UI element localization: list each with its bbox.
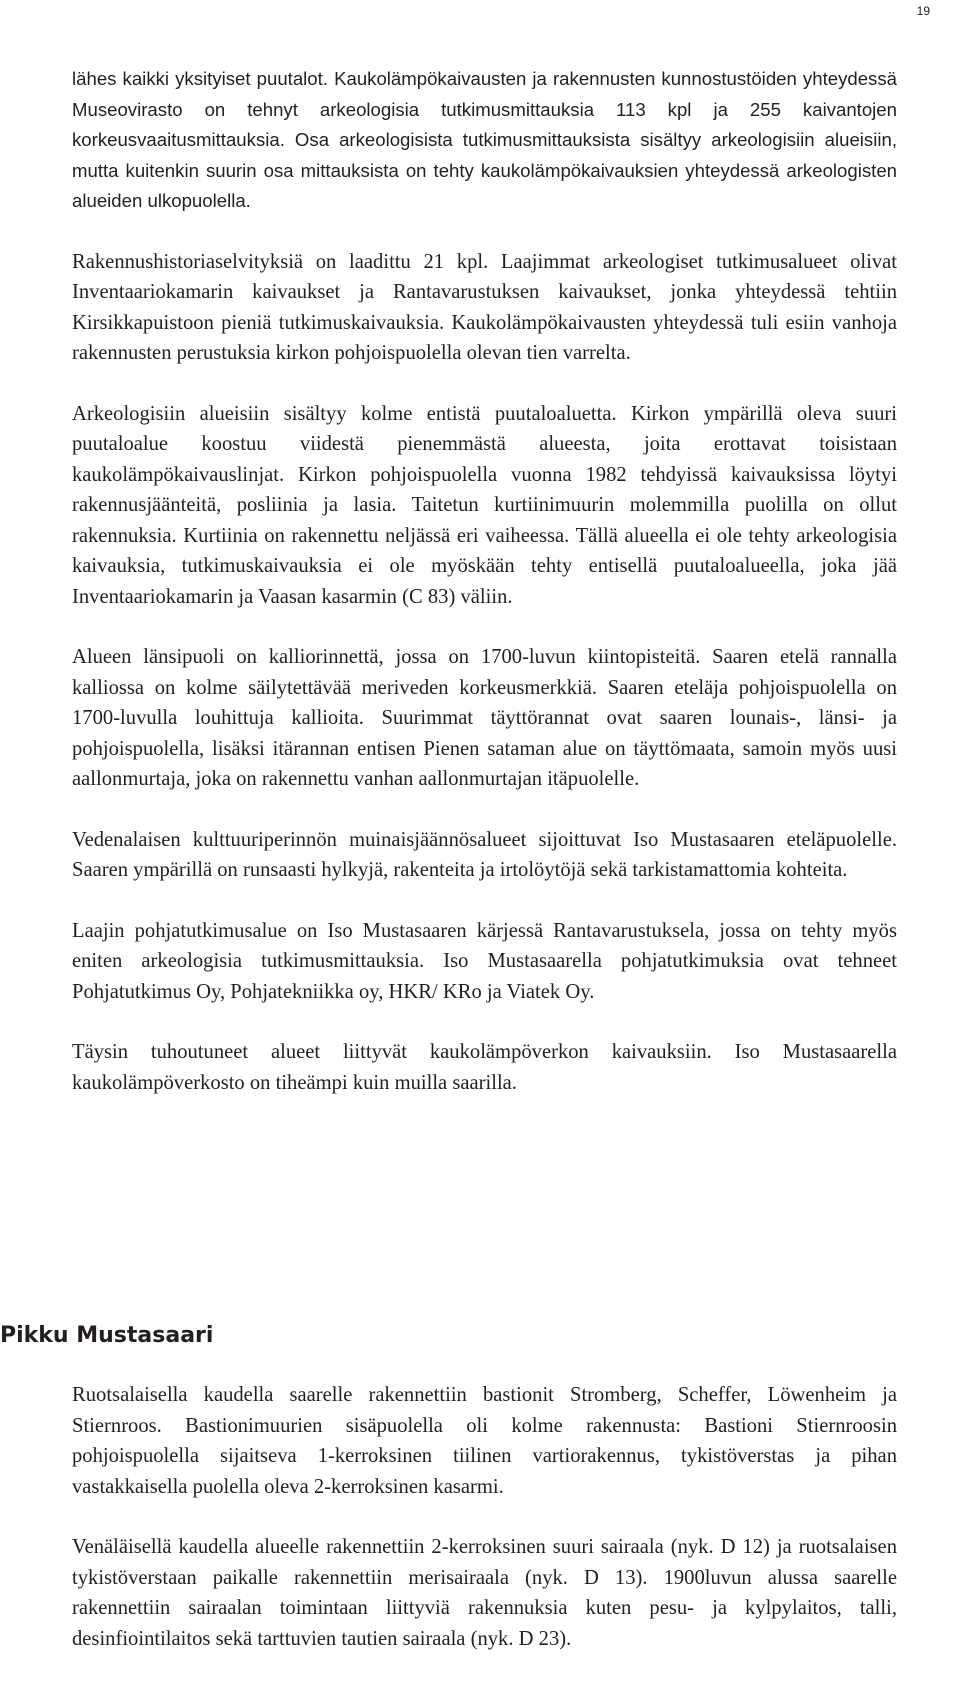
paragraph: Vedenalaisen kulttuuriperinnön muinaisjäännösalueet sijoittuvat Iso Mustasaaren eteläpuolelle. Saaren ympärillä on runsaasti hylkyjä, rakenteita ja irtolöytöjä sekä tarkistamattomia kohteita. bbox=[72, 828, 897, 881]
paragraph: Täysin tuhoutuneet alueet liittyvät kaukolämpöverkon kaivauksiin. Iso Mustasaarella kaukolämpöverkosto on tiheämpi kuin muilla saarilla. bbox=[72, 1041, 897, 1094]
section-heading: Pikku Mustasaari bbox=[0, 1323, 214, 1348]
paragraph: Rakennushistoriaselvityksiä on laadittu 21 kpl. Laajimmat arkeologiset tutkimusalueet olivat Inventaariokamarin kaivaukset ja Rantavarustuksen kaivaukset, jonka yhteydessä tehtiin Kirsikkapuistoon pieniä tutkimuskaivauksia. Kaukolämpökaivausten yhteydessä tuli esiin vanhoja rakennusten perustuksia kirkon pohjoispuolella olevan tien varrelta. bbox=[72, 250, 897, 364]
page-number: 19 bbox=[916, 4, 930, 18]
paragraph: Ruotsalaisella kaudella saarelle rakennettiin bastionit Stromberg, Scheffer, Löwenheim ja Stiernroos. Bastionimuurien sisäpuolella oli kolme rakennusta: Bastioni Stiernroosin pohjoispuolella sijaitseva 1-kerroksinen tiilinen vartiorakennus, tykistöverstas ja pihan vastakkaisella puolella oleva 2-kerroksinen kasarmi. bbox=[72, 1384, 897, 1498]
body-text bbox=[72, 64, 897, 1128]
section-body bbox=[72, 1380, 897, 1684]
paragraph: Alueen länsipuoli on kalliorinnettä, jossa on 1700-luvun kiintopisteitä. Saaren etelä rannalla kalliossa on kolme säilytettävää meriveden korkeusmerkkiä. Saaren eteläja pohjoispuolella on 1700-luvulla louhittuja kallioita. Suurimmat täyttörannat ovat saaren lounais-, länsi- ja pohjoispuolella, lisäksi itärannan entisen Pienen sataman alue on täyttömaata, samoin myös uusi aallonmurtaja, joka on rakennettu vanhan aallonmurtajan itäpuolelle. bbox=[72, 646, 897, 790]
paragraph: lähes kaikki yksityiset puutalot. Kaukolämpökaivausten ja rakennusten kunnostustöiden yhteydessä Museovirasto on tehnyt arkeologisia tutkimusmittauksia 113 kpl ja 255 kaivantojen korkeusvaaitusmittauksia. Osa arkeologisista tutkimusmittauksista sisältyy arkeologisiin alueisiin, mutta kuitenkin suurin osa mittauksista on tehty kaukolämpökaivauksien yhteydessä arkeologisten alueiden ulkopuolella. bbox=[72, 68, 897, 211]
paragraph: Laajin pohjatutkimusalue on Iso Mustasaaren kärjessä Rantavarustuksela, jossa on tehty myös eniten arkeologisia tutkimusmittauksia. Iso Mustasaarella pohjatutkimuksia ovat tehneet Pohjatutkimus Oy, Pohjatekniikka oy, HKR/ KRo ja Viatek Oy. bbox=[72, 919, 897, 1003]
paragraph: Venäläisellä kaudella alueelle rakennettiin 2-kerroksinen suuri sairaala (nyk. D 12) ja ruotsalaisen tykistöverstaan paikalle rakennettiin merisairaala (nyk. D 13). 1900luvun alussa saarelle rakennettiin sairaalan toimintaan liittyviä rakennuksia kuten pesu- ja kylpylaitos, talli, desinfiointilaitos sekä tarttuvien tautien sairaala (nyk. D 23). bbox=[72, 1536, 897, 1650]
paragraph: Arkeologisiin alueisiin sisältyy kolme entistä puutaloaluetta. Kirkon ympärillä oleva suuri puutaloalue koostuu viidestä pienemmästä alueesta, joita erottavat toisistaan kaukolämpökaivauslinjat. Kirkon pohjoispuolella vuonna 1982 tehdyissä kaivauksissa löytyi rakennusjäänteitä, posliinia ja lasia. Taitetun kurtiinimuurin molemmilla puolilla on ollut rakennuksia. Kurtiinia on rakennettu neljässä eri vaiheessa. Tällä alueella ei ole tehty arkeologisia kaivauksia, tutkimuskaivauksia ei ole myöskään tehty entisellä puutaloalueella, joka jää Inventaariokamarin ja Vaasan kasarmin (C 83) väliin. bbox=[72, 402, 897, 608]
